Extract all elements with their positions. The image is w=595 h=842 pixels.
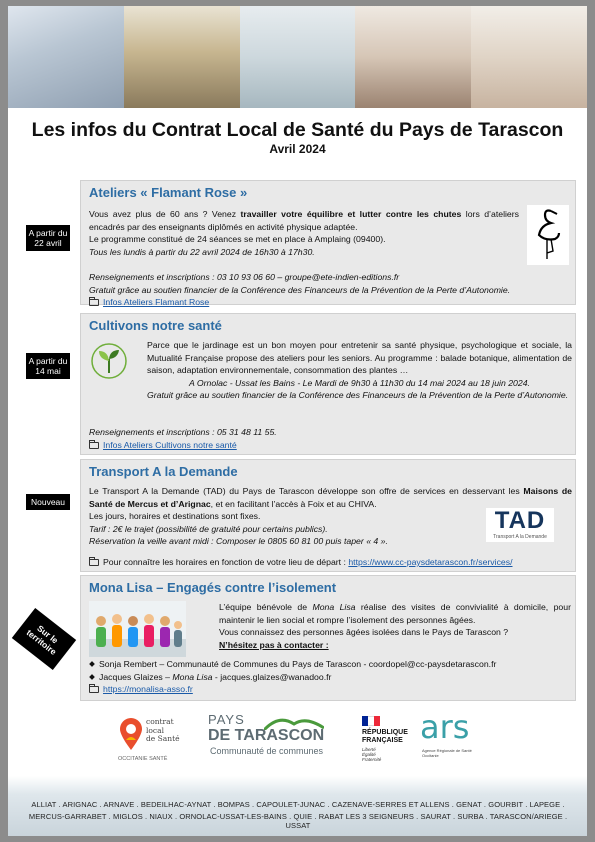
pays-tarascon-logo: PAYS DE TARASCON Communauté de communes bbox=[208, 712, 325, 756]
section-title: Ateliers « Flamant Rose » bbox=[89, 185, 248, 200]
price-text: Tarif : 2€ le trajet (possibilité de gratuité pour certains publics). bbox=[89, 523, 328, 534]
funding-text: Gratuit grâce au soutien financier de la Conférence des Financeurs de la Prévention de la Perte d’Autonomie. bbox=[147, 390, 569, 401]
programme-text: Le programme constitué de 24 séances se met en place à Amplaing (09400). bbox=[89, 234, 386, 245]
section-body bbox=[89, 208, 519, 258]
child-photo bbox=[240, 6, 356, 108]
website-link-row[interactable] bbox=[89, 683, 574, 696]
funding-text: Gratuit grâce au soutien financier de la Conférence des Financeurs de la Prévention de la Perte d’Autonomie. bbox=[89, 284, 511, 295]
elderly-hands-photo bbox=[355, 6, 471, 108]
page-title: Les infos du Contrat Local de Santé du Pays de Tarascon bbox=[31, 119, 564, 141]
booking-text: Réservation la veille avant midi : Composer le 0805 60 81 00 puis taper « 4 ». bbox=[89, 536, 388, 547]
communes-line-2: MERCUS-GARRABET . MIGLOS . NIAUX . ORNOLAC-USSAT-LES-BAINS . QUIE . RABAT LES 3 SEIGNEURS . SAURAT . SURBA . TARASCON/ARIEGE . USSAT bbox=[28, 812, 568, 830]
section-title: Transport A la Demande bbox=[89, 464, 238, 479]
contact-item: Jacques Glaizes – Mona Lisa - jacques.glaizes@wanadoo.fr bbox=[89, 671, 574, 684]
folder-icon bbox=[89, 442, 99, 449]
intro-paragraph: Vous avez plus de 60 ans ? Venez travailler votre équilibre et lutter contre les chutes lors d’ateliers encadrés par des enseignants diplômés en activité physique adaptée. bbox=[89, 209, 519, 232]
section-mona-lisa bbox=[80, 575, 576, 701]
schedule-text: Tous les lundis à partir du 22 avril 2024 de 16h30 à 17h30. bbox=[89, 246, 315, 257]
footer-communes bbox=[8, 776, 587, 836]
services-link[interactable]: https://www.cc-paysdetarascon.fr/services/ bbox=[348, 557, 513, 567]
schedule-text: A Ornolac - Ussat les Bains - Le Mardi de 9h30 à 11h30 du 14 mai 2024 au 18 juin 2024. bbox=[189, 377, 530, 388]
section-body bbox=[219, 601, 571, 651]
classroom-photo bbox=[124, 6, 240, 108]
tad-logo: TAD Transport A la Demande bbox=[486, 508, 554, 542]
website-link[interactable]: https://monalisa-asso.fr bbox=[103, 684, 193, 695]
keyboard-photo bbox=[8, 6, 124, 108]
tag-territoire: Sur le territoire bbox=[12, 608, 76, 670]
flyer-page bbox=[8, 6, 587, 836]
republique-francaise-logo: RÉPUBLIQUE FRANÇAISE Liberté Égalité Fraternité bbox=[362, 716, 422, 766]
cane-photo bbox=[471, 6, 587, 108]
plant-icon bbox=[89, 341, 129, 381]
section-title: Cultivons notre santé bbox=[89, 318, 222, 333]
folder-icon bbox=[89, 686, 99, 693]
info-link[interactable]: Infos Ateliers Cultivons notre santé bbox=[103, 440, 237, 450]
partner-logos bbox=[8, 708, 587, 768]
tag-14-mai: A partir du 14 mai bbox=[26, 353, 70, 379]
page-date: Avril 2024 bbox=[269, 142, 326, 156]
section-flamant-rose bbox=[80, 180, 576, 305]
section-title: Mona Lisa – Engagés contre l’isolement bbox=[89, 580, 337, 595]
folder-icon bbox=[89, 559, 99, 566]
folder-icon bbox=[89, 299, 99, 306]
info-link-row[interactable] bbox=[89, 296, 209, 309]
contact-list bbox=[89, 658, 574, 696]
intro-paragraph: Le Transport A la Demande (TAD) du Pays de Tarascon développe son offre de services en desservant les Maisons de Santé de Mercus et d’Arignac, et en facilitant l’accès à Foix et au CHIVA. bbox=[89, 486, 573, 509]
contact-item: Sonja Rembert – Communauté de Communes du Pays de Tarascon - coordopel@cc-paysdetarascon.fr bbox=[89, 658, 574, 671]
people-illustration-icon bbox=[89, 601, 186, 657]
contact-text: Renseignements et inscriptions : 03 10 93 06 60 – groupe@ete-indien-editions.fr bbox=[89, 272, 400, 282]
tag-nouveau: Nouveau bbox=[26, 494, 70, 510]
section-transport bbox=[80, 459, 576, 572]
section-info bbox=[89, 271, 574, 296]
flamingo-icon bbox=[527, 205, 569, 265]
communes-line-1: ALLIAT . ARIGNAC . ARNAVE . BEDEILHAC-AYNAT . BOMPAS . CAPOULET-JUNAC . CAZENAVE-SERRES ET ALLENS . GENAT . GOURBIT . LAPEGE . bbox=[31, 800, 565, 809]
contact-text: Renseignements et inscriptions : 05 31 48 11 55. bbox=[89, 427, 277, 437]
question-text: Vous connaissez des personnes âgées isolées dans le Pays de Tarascon ? bbox=[219, 627, 509, 638]
bullet-icon bbox=[89, 661, 95, 667]
intro-paragraph: Parce que le jardinage est un bon moyen pour entretenir sa santé physique, psychologique et sociale, la Mutualité Française propose des ateliers pour les seniors. Au programme : balade botanique, alimentation de saison, adaptation environnementale, consommation des plantes … bbox=[147, 340, 572, 376]
info-link[interactable]: Infos Ateliers Flamant Rose bbox=[103, 297, 210, 307]
info-link-row[interactable] bbox=[89, 439, 237, 452]
tag-22-avril: A partir du 22 avril bbox=[26, 225, 70, 251]
cls-logo: contrat local de Santé OCCITANIE SANTÉ bbox=[118, 717, 180, 762]
schedule-text: Les jours, horaires et destinations sont fixes. bbox=[89, 511, 261, 522]
bullet-icon bbox=[89, 674, 95, 680]
schedule-link-row[interactable]: Pour connaître les horaires en fonction de votre lieu de départ : https://www.cc-paysdetarascon.fr/services/ bbox=[89, 556, 574, 569]
photo-banner bbox=[8, 6, 587, 108]
intro-paragraph: L’équipe bénévole de Mona Lisa réalise des visites de convivialité à domicile, pour maintenir le lien social et rompre l’isolement des personnes âgées. bbox=[219, 602, 571, 625]
contact-heading: N’hésitez pas à contacter : bbox=[219, 639, 329, 650]
ars-logo: ars Agence Régionale de Santé Occitanie bbox=[420, 708, 472, 758]
section-cultivons bbox=[80, 313, 576, 455]
section-body bbox=[147, 339, 572, 402]
